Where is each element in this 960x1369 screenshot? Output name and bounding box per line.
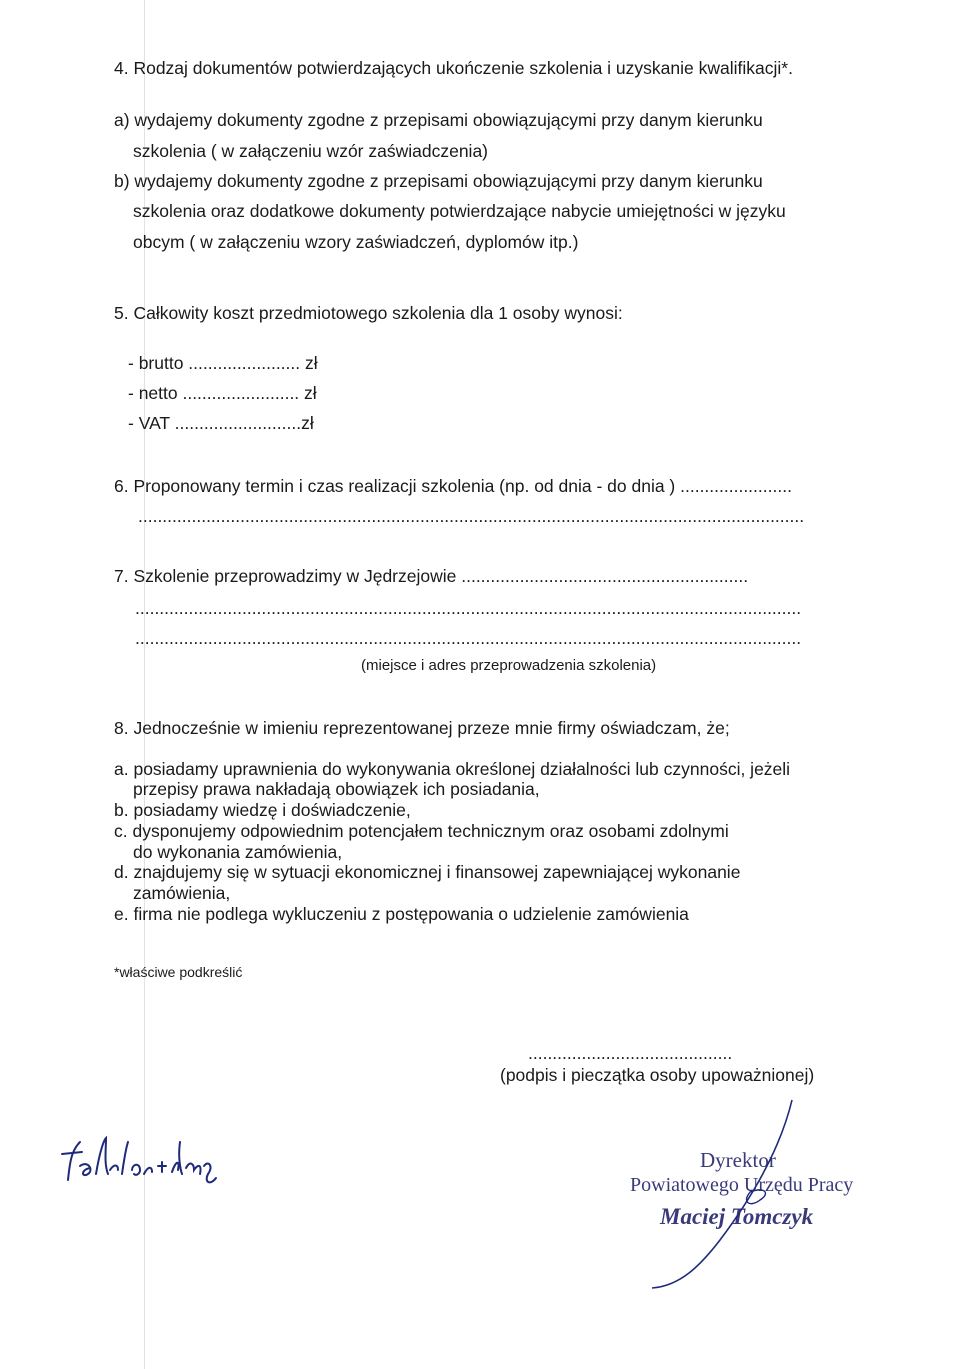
signature-dotted-line: .......................................... (528, 1043, 733, 1063)
handwritten-note (60, 1130, 220, 1190)
section-4-option-b-line3: obcym ( w załączeniu wzory zaświadczeń, dyplomów itp.) (133, 232, 579, 252)
section-7-dotted-line-2: ......................................................................................................................................... (135, 628, 802, 648)
statement-d-line1: d. znajdujemy się w sytuacji ekonomicznej i finansowej zapewniającej wykonanie (114, 862, 741, 882)
cost-brutto: - brutto ....................... zł (128, 353, 318, 373)
cost-vat: - VAT ..........................zł (128, 413, 314, 433)
stamp-title: Dyrektor (700, 1148, 776, 1172)
official-stamp (600, 1090, 860, 1310)
section-8-heading: 8. Jednocześnie w imieniu reprezentowanej przeze mnie firmy oświadczam, że; (114, 718, 730, 738)
statement-a-line1: a. posiadamy uprawnienia do wykonywania określonej działalności lub czynności, jeżeli (114, 759, 791, 779)
section-7-heading: 7. Szkolenie przeprowadzimy w Jędrzejowie ........................................................... (114, 566, 749, 586)
statement-b: b. posiadamy wiedzę i doświadczenie, (114, 800, 411, 820)
section-4-option-b-line1: b) wydajemy dokumenty zgodne z przepisami obowiązującymi przy danym kierunku (114, 171, 763, 191)
section-4-option-b-line2: szkolenia oraz dodatkowe dokumenty potwierdzające nabycie umiejętności w języku (133, 201, 786, 221)
statement-c-line2: do wykonania zamówienia, (133, 842, 343, 862)
statement-a-line2: przepisy prawa nakładają obowiązek ich posiadania, (133, 779, 540, 799)
cost-netto: - netto ........................ zł (128, 383, 317, 403)
section-4-option-a-line1: a) wydajemy dokumenty zgodne z przepisami obowiązującymi przy danym kierunku (114, 110, 763, 130)
section-7-dotted-line-1: ......................................................................................................................................... (135, 598, 802, 618)
section-7-caption: (miejsce i adres przeprowadzenia szkolenia) (361, 657, 657, 674)
signature-caption: (podpis i pieczątka osoby upoważnionej) (500, 1065, 815, 1085)
statement-c-line1: c. dysponujemy odpowiednim potencjałem technicznym oraz osobami zdolnymi (114, 821, 729, 841)
footnote: *właściwe podkreślić (114, 964, 243, 980)
stamp-office: Powiatowego Urzędu Pracy (630, 1174, 854, 1196)
statement-d-line2: zamówienia, (133, 883, 231, 903)
section-5-heading: 5. Całkowity koszt przedmiotowego szkolenia dla 1 osoby wynosi: (114, 303, 623, 323)
section-4-heading: 4. Rodzaj dokumentów potwierdzających ukończenie szkolenia i uzyskanie kwalifikacji*. (114, 58, 793, 78)
stamp-name: Maciej Tomczyk (660, 1204, 814, 1229)
section-6-heading: 6. Proponowany termin i czas realizacji szkolenia (np. od dnia - do dnia ) ....................... (114, 476, 792, 496)
statement-e: e. firma nie podlega wykluczeniu z postępowania o udzielenie zamówienia (114, 904, 689, 924)
signature-stroke (600, 1090, 860, 1310)
section-4-option-a-line2: szkolenia ( w załączeniu wzór zaświadczenia) (133, 141, 489, 161)
section-6-dotted-line: ......................................................................................................................................... (138, 506, 805, 526)
